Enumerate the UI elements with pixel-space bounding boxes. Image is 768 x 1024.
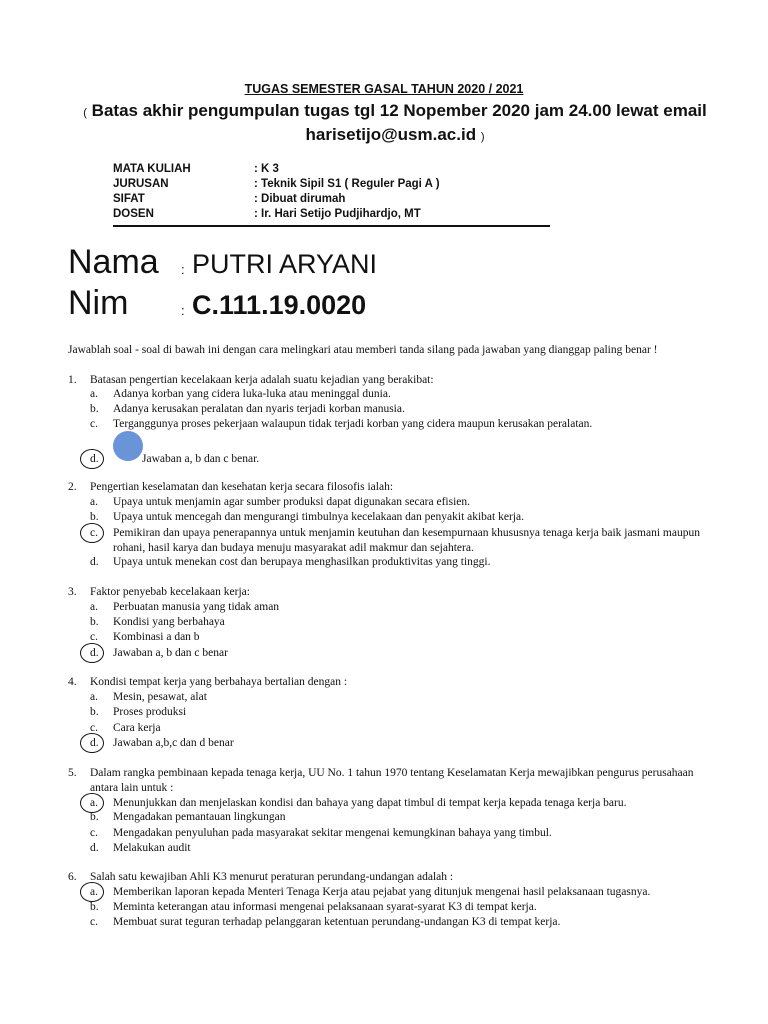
header-divider — [113, 225, 550, 227]
question-text: Pengertian keselamatan dan kesehatan kerja secara filosofis ialah: — [90, 481, 394, 493]
option-letter: d. — [90, 842, 99, 854]
question-5 — [0, 766, 768, 856]
question-4 — [0, 675, 768, 755]
answer-dot-mark — [113, 431, 143, 461]
option-text[interactable]: Mengadakan pemantauan lingkungan — [113, 811, 286, 823]
nim-label: Nim — [68, 284, 129, 322]
question-text: Kondisi tempat kerja yang berbahaya bertalian dengan : — [90, 676, 348, 688]
nature-label: SIFAT — [113, 193, 145, 205]
option-text[interactable]: Kombinasi a dan b — [113, 631, 200, 643]
option-text[interactable]: Menunjukkan dan menjelaskan kondisi dan bahaya yang dapat timbul di tempat kerja kepada tenaga kerja baru. — [113, 797, 627, 809]
nim-colon: : — [181, 303, 185, 318]
option-text[interactable]: Kondisi yang berbahaya — [113, 616, 225, 628]
name-colon: : — [181, 262, 185, 277]
option-letter: b. — [90, 901, 99, 913]
question-number: 2. — [68, 481, 77, 493]
option-letter: b. — [90, 706, 99, 718]
question-number: 3. — [68, 586, 77, 598]
option-letter: a. — [90, 388, 98, 400]
department-value: : Teknik Sipil S1 ( Reguler Pagi A ) — [254, 178, 440, 190]
option-letter: a. — [90, 886, 98, 898]
question-text: Faktor penyebab kecelakaan kerja: — [90, 586, 250, 598]
answer-circle-mark — [80, 643, 104, 663]
option-text[interactable]: Adanya korban yang cidera luka-luka atau meninggal dunia. — [113, 388, 391, 400]
option-letter: d. — [90, 453, 99, 465]
option-text[interactable]: Jawaban a, b dan c benar. — [142, 453, 260, 465]
lecturer-value: : Ir. Hari Setijo Pudjihardjo, MT — [254, 208, 421, 220]
lecturer-label: DOSEN — [113, 208, 154, 220]
option-letter: c. — [90, 827, 98, 839]
department-label: JURUSAN — [113, 178, 169, 190]
option-text[interactable]: Jawaban a,b,c dan d benar — [113, 737, 234, 749]
option-letter: d. — [90, 556, 99, 568]
answer-circle-mark — [80, 449, 104, 469]
option-letter: c. — [90, 631, 98, 643]
answer-circle-mark — [80, 733, 104, 753]
option-text[interactable]: Perbuatan manusia yang tidak aman — [113, 601, 280, 613]
question-number: 5. — [68, 767, 77, 779]
course-info — [0, 162, 768, 224]
student-name: PUTRI ARYANI — [192, 249, 378, 279]
deadline-open-paren: ( — [83, 107, 87, 119]
name-label: Nama — [68, 243, 159, 281]
answer-circle-mark — [80, 882, 104, 902]
option-letter: a. — [90, 797, 98, 809]
question-number: 4. — [68, 676, 77, 688]
option-text[interactable]: Pemikiran dan upaya penerapannya untuk menjamin keutuhan dan kesempurnaan khususnya tenaga kerja baik jasmani maupun rohani, hasil karya dan budaya menuju masyarakat adil makmur dan sejahtera. — [113, 527, 700, 554]
question-text: Dalam rangka pembinaan kepada tenaga kerja, UU No. 1 tahun 1970 tentang Keselamatan Kerja mewajibkan pengurus perusahaan antara lain untuk : — [90, 767, 694, 794]
assignment-title: TUGAS SEMESTER GASAL TAHUN 2020 / 2021 — [244, 82, 524, 96]
option-text[interactable]: Terganggunya proses pekerjaan walaupun tidak terjadi korban yang cidera maupun kerusakan peralatan. — [113, 418, 593, 430]
course-value: : K 3 — [254, 163, 279, 175]
option-letter: c. — [90, 527, 98, 539]
option-letter: b. — [90, 511, 99, 523]
option-text[interactable]: Mengadakan penyuluhan pada masyarakat sekitar mengenai kemungkinan bahaya yang timbul. — [113, 827, 552, 839]
option-letter: a. — [90, 691, 98, 703]
option-text[interactable]: Membuat surat teguran terhadap pelanggaran ketentuan perundang-undangan K3 di tempat kerja. — [113, 916, 561, 928]
answer-circle-mark — [80, 793, 104, 813]
option-letter: a. — [90, 496, 98, 508]
question-text: Batasan pengertian kecelakaan kerja adalah suatu kejadian yang berakibat: — [90, 374, 434, 386]
question-text: Salah satu kewajiban Ahli K3 menurut peraturan perundang-undangan adalah : — [90, 871, 454, 883]
option-text[interactable]: Meminta keterangan atau informasi mengenai pelaksanaan syarat-syarat K3 di tempat kerja. — [113, 901, 537, 913]
option-letter: d. — [90, 737, 99, 749]
question-number: 1. — [68, 374, 77, 386]
option-text[interactable]: Mesin, pesawat, alat — [113, 691, 207, 703]
option-letter: b. — [90, 403, 99, 415]
nature-value: : Dibuat dirumah — [254, 193, 346, 205]
option-letter: c. — [90, 916, 98, 928]
course-label: MATA KULIAH — [113, 163, 191, 175]
question-3 — [0, 585, 768, 665]
instruction-text: Jawablah soal - soal di bawah ini dengan cara melingkari atau memberi tanda silang pada jawaban yang dianggap paling benar ! — [68, 344, 658, 356]
option-text[interactable]: Jawaban a, b dan c benar — [113, 647, 228, 659]
option-letter: b. — [90, 811, 99, 823]
option-letter: d. — [90, 647, 99, 659]
student-nim: C.111.19.0020 — [192, 290, 367, 320]
option-text[interactable]: Melakukan audit — [113, 842, 191, 854]
deadline-note — [40, 100, 750, 148]
deadline-text: Batas akhir pengumpulan tugas tgl 12 Nopember 2020 jam 24.00 lewat email harisetijo@usm.ac.id — [91, 101, 707, 144]
option-text[interactable]: Cara kerja — [113, 722, 161, 734]
option-letter: a. — [90, 601, 98, 613]
deadline-close-paren: ) — [480, 131, 485, 143]
option-text[interactable]: Memberikan laporan kepada Menteri Tenaga Kerja atau pejabat yang ditunjuk mengenai hasil pelaksanaan tugasnya. — [113, 886, 651, 898]
option-letter: b. — [90, 616, 99, 628]
option-text[interactable]: Upaya untuk menekan cost dan berupaya menghasilkan produktivitas yang tinggi. — [113, 556, 491, 568]
question-6 — [0, 870, 768, 932]
question-number: 6. — [68, 871, 77, 883]
option-text[interactable]: Upaya untuk mencegah dan mengurangi timbulnya kecelakaan dan penyakit akibat kerja. — [113, 511, 524, 523]
option-text[interactable]: Adanya kerusakan peralatan dan nyaris terjadi korban manusia. — [113, 403, 405, 415]
option-letter: c. — [90, 722, 98, 734]
option-text[interactable]: Upaya untuk menjamin agar sumber produksi dapat digunakan secara efisien. — [113, 496, 471, 508]
question-2 — [0, 480, 768, 570]
option-letter: c. — [90, 418, 98, 430]
answer-circle-mark — [80, 523, 104, 543]
option-text[interactable]: Proses produksi — [113, 706, 187, 718]
